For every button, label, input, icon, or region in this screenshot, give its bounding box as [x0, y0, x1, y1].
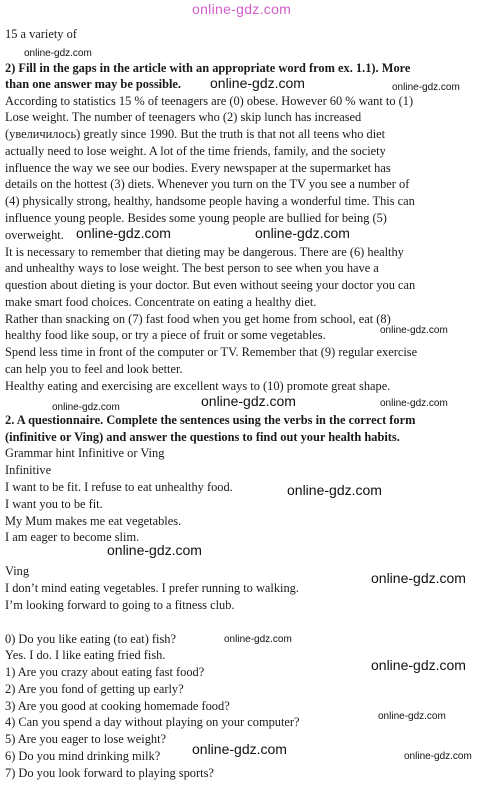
- article-line: actually need to lose weight. A lot of the time friends, family, and the society: [5, 144, 386, 158]
- watermark: online-gdz.com: [287, 482, 382, 498]
- article-line: It is necessary to remember that dieting may be dangerous. There are (6) healthy: [5, 245, 404, 259]
- site-banner[interactable]: online-gdz.com: [192, 1, 292, 17]
- section1-title-line: 2) Fill in the gaps in the article with an appropriate word from ex. 1.1). More: [5, 61, 411, 75]
- example-line: I want you to be fit.: [5, 497, 103, 511]
- infinitive-label: Infinitive: [5, 463, 52, 477]
- watermark: online-gdz.com: [380, 325, 448, 336]
- article-line: details on the hottest (3) diets. Whenever you turn on the TV you see a number of: [5, 177, 410, 191]
- article-line: Lose weight. The number of teenagers who (2) skip lunch has increased: [5, 110, 362, 124]
- article-line: make smart food choices. Concentrate on eating a healthy diet.: [5, 295, 317, 309]
- watermark: online-gdz.com: [378, 711, 446, 722]
- watermark: online-gdz.com: [201, 393, 296, 409]
- watermark: online-gdz.com: [371, 657, 466, 673]
- article-line: influence young people. Besides some young people are bullied for being (5): [5, 211, 387, 225]
- watermark: online-gdz.com: [255, 225, 350, 241]
- example-line: I don’t mind eating vegetables. I prefer running to walking.: [5, 581, 299, 595]
- question-line: 3) Are you good at cooking homemade food?: [5, 699, 230, 713]
- ving-label: Ving: [5, 564, 30, 578]
- article-line: overweight.: [5, 228, 64, 242]
- watermark: online-gdz.com: [392, 82, 460, 93]
- article-line: (увеличилось) greatly since 1990. But the truth is that not all teens who diet: [5, 127, 386, 141]
- question-line: 1) Are you crazy about eating fast food?: [5, 665, 205, 679]
- article-line: can help you to feel and look better.: [5, 362, 183, 376]
- watermark: online-gdz.com: [210, 75, 305, 91]
- article-line: According to statistics 15 % of teenagers are (0) obese. However 60 % want to (1): [5, 94, 414, 108]
- article-line: influence the way we see our bodies. Every newspaper at the supermarket has: [5, 161, 391, 175]
- watermark: online-gdz.com: [224, 634, 292, 645]
- article-line: question about dieting is your doctor. But even without seeing your doctor you can: [5, 278, 416, 292]
- watermark: online-gdz.com: [52, 402, 120, 413]
- question-line: 2) Are you fond of getting up early?: [5, 682, 184, 696]
- watermark: online-gdz.com: [404, 751, 472, 762]
- article-line: Spend less time in front of the computer or TV. Remember that (9) regular exercise: [5, 345, 418, 359]
- watermark: online-gdz.com: [380, 398, 448, 409]
- question-line: 5) Are you eager to lose weight?: [5, 732, 167, 746]
- watermark: online-gdz.com: [192, 741, 287, 757]
- question-line: 0) Do you like eating (to eat) fish?: [5, 632, 177, 646]
- example-line: My Mum makes me eat vegetables.: [5, 514, 182, 528]
- watermark: online-gdz.com: [76, 225, 171, 241]
- grammar-hint: Grammar hint Infinitive or Ving: [5, 446, 165, 460]
- section1-title-line: than one answer may be possible.: [5, 77, 182, 91]
- question-line: 7) Do you look forward to playing sports?: [5, 766, 214, 780]
- watermark: online-gdz.com: [371, 570, 466, 586]
- answer-line: Yes. I do. I like eating fried fish.: [5, 648, 166, 662]
- article-line: and unhealthy ways to lose weight. The best person to see when you have a: [5, 261, 379, 275]
- article-line: healthy food like soup, or try a piece of fruit or some vegetables.: [5, 328, 326, 342]
- question-line: 6) Do you mind drinking milk?: [5, 749, 161, 763]
- article-line: Rather than snacking on (7) fast food when you get home from school, eat (8): [5, 312, 391, 326]
- header-line: 15 a variety of: [5, 27, 77, 41]
- watermark: online-gdz.com: [24, 48, 92, 59]
- example-line: I am eager to become slim.: [5, 530, 140, 544]
- watermark: online-gdz.com: [107, 542, 202, 558]
- example-line: I want to be fit. I refuse to eat unhealthy food.: [5, 480, 233, 494]
- article-line: (4) physically strong, healthy, handsome people having a wonderful time. This can: [5, 194, 415, 208]
- example-line: I’m looking forward to going to a fitness club.: [5, 598, 235, 612]
- article-line: Healthy eating and exercising are excellent ways to (10) promote great shape.: [5, 379, 391, 393]
- section2-title-line: 2. A questionnaire. Complete the sentences using the verbs in the correct form: [5, 413, 416, 427]
- question-line: 4) Can you spend a day without playing on your computer?: [5, 715, 300, 729]
- section2-title-line: (infinitive or Ving) and answer the questions to find out your health habits.: [5, 430, 400, 444]
